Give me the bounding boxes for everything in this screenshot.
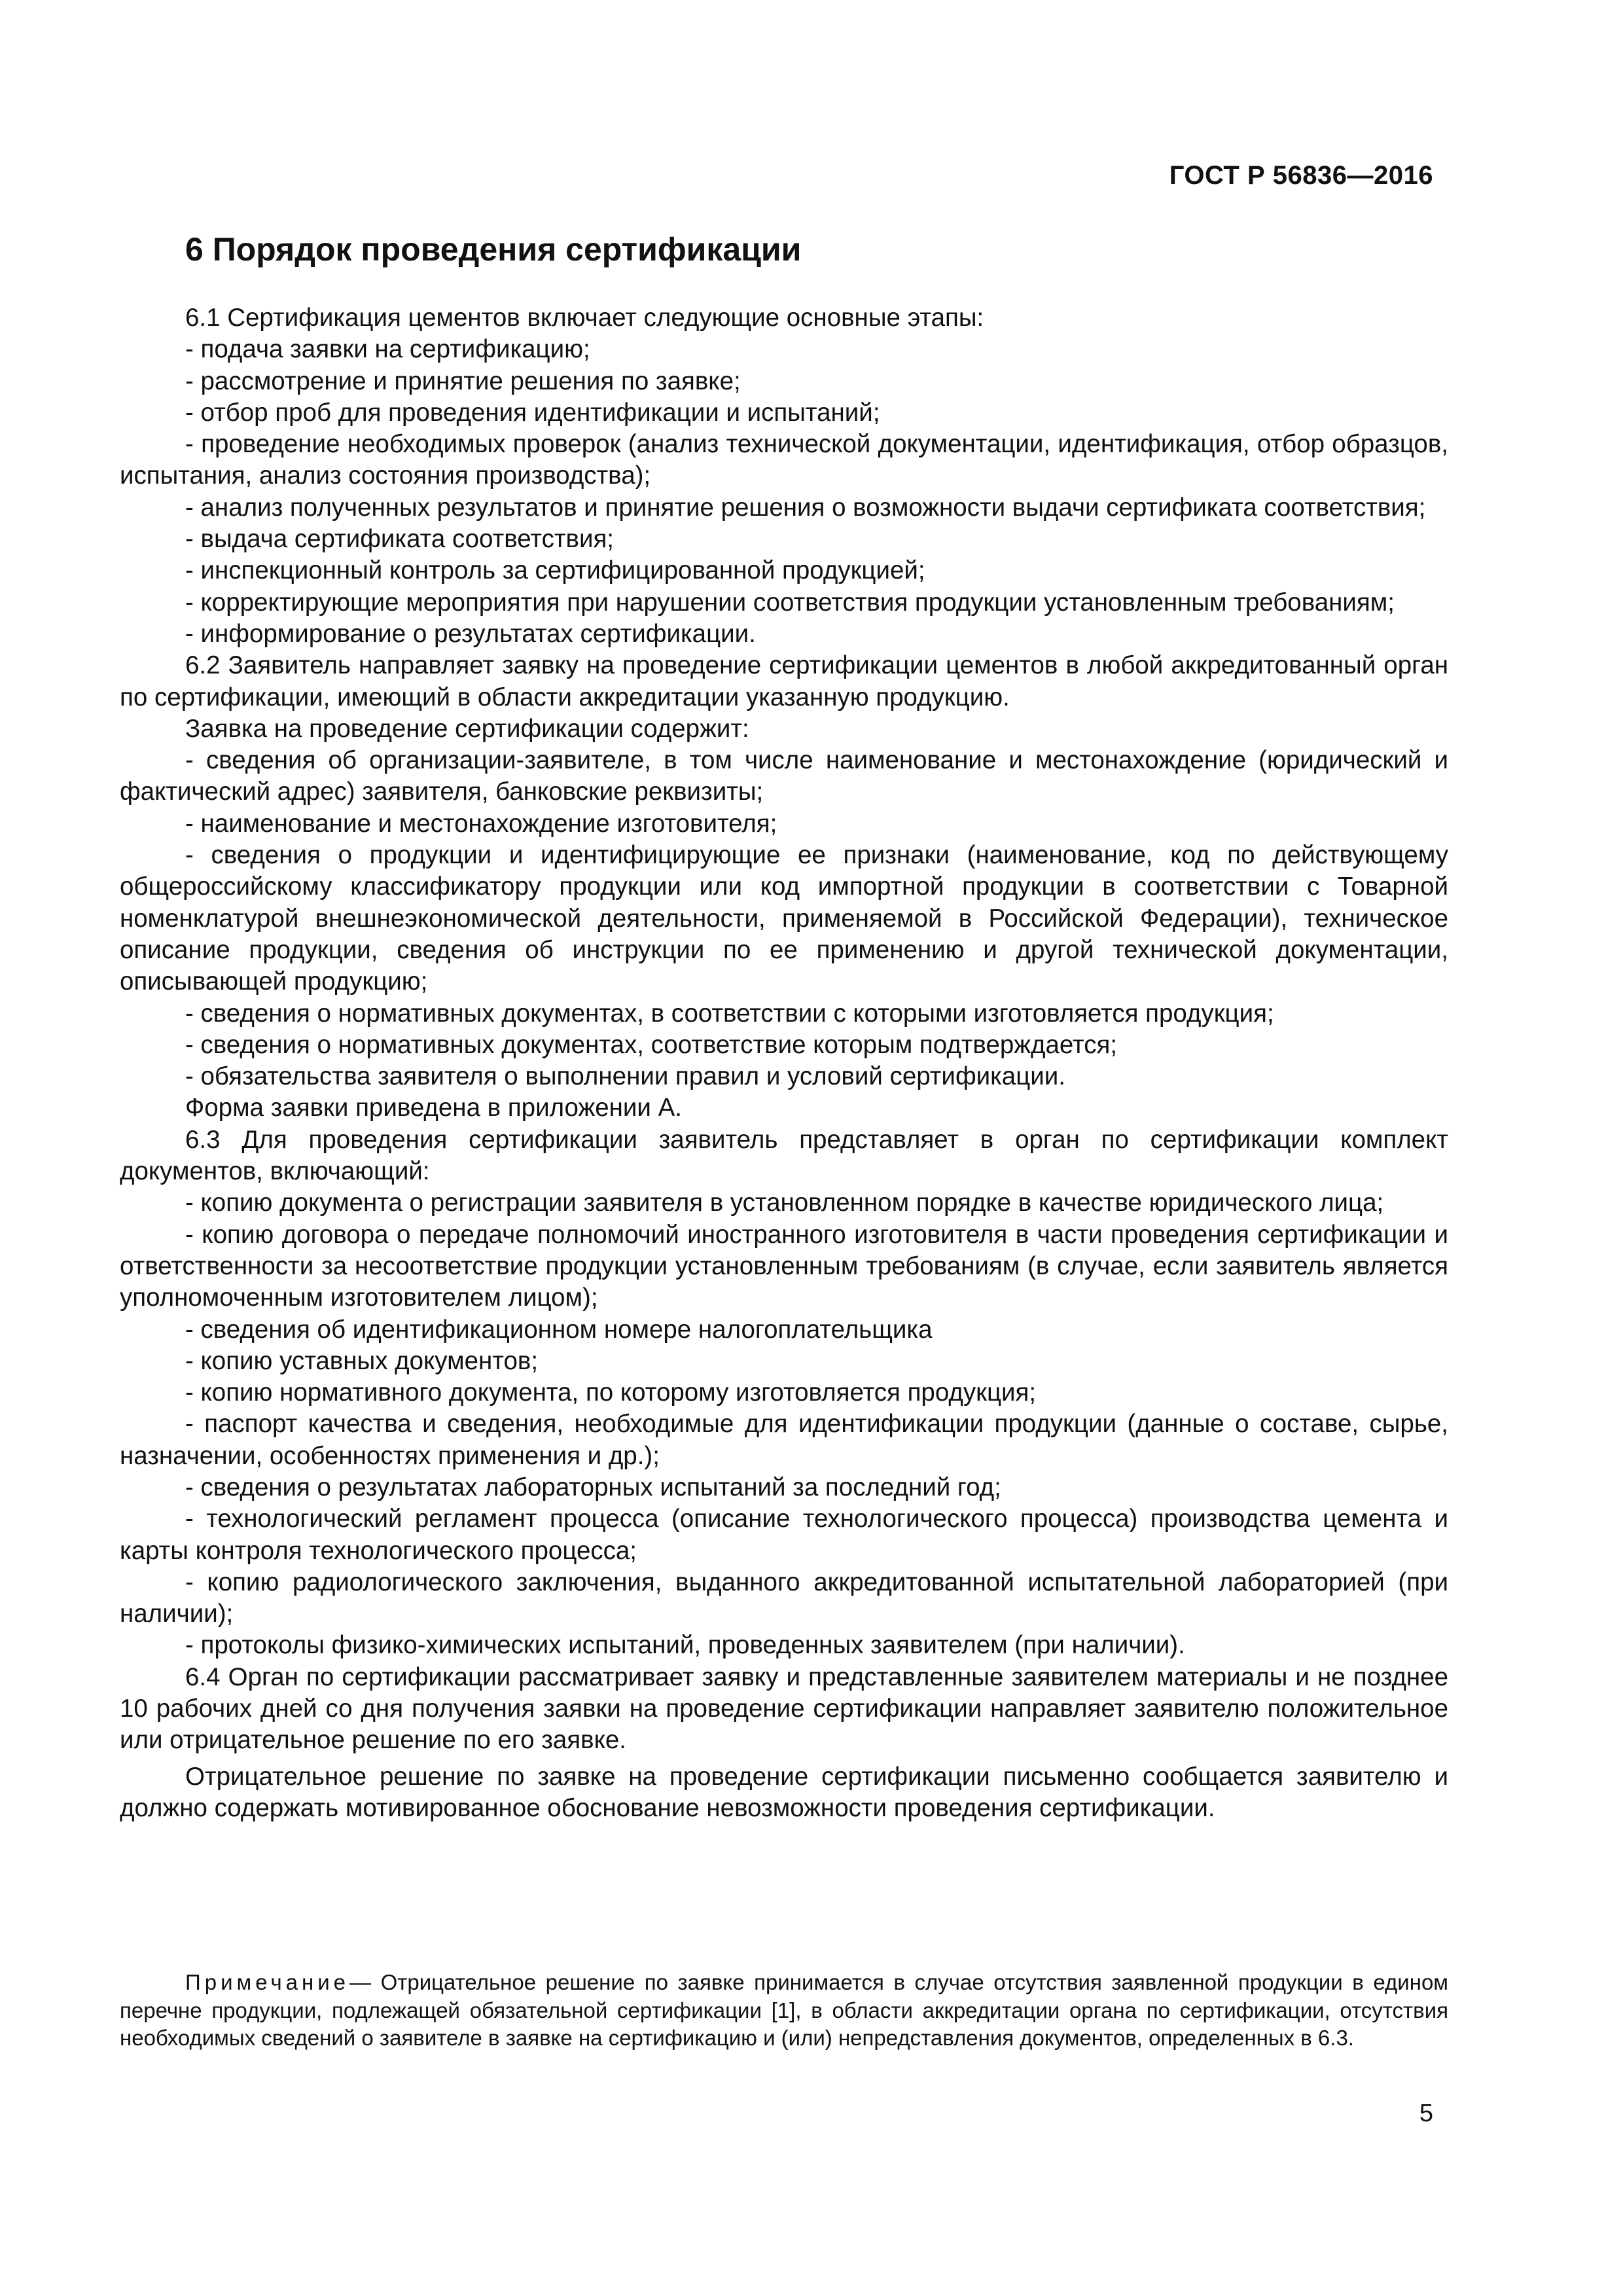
paragraph: Форма заявки приведена в приложении А. (185, 1094, 682, 1122)
paragraph: 6.1 Сертификация цементов включает следующие основные этапы: (185, 304, 984, 332)
list-item: - копию радиологического заключения, выданного аккредитованной испытательной лабораторией (при наличии); (120, 1568, 1448, 1628)
list-item: - выдача сертификата соответствия; (185, 525, 614, 554)
list-item: - сведения об идентификационном номере налогоплательщика (185, 1315, 933, 1344)
list-item: - отбор проб для проведения идентификации и испытаний; (185, 398, 880, 427)
list-item: - копию договора о передаче полномочий иностранного изготовителя в части проведения сертификации и ответственности за несоответствие продукции установленным требованиям (в случае, если заявитель является уполномоченным изготовителем лицом); (120, 1220, 1448, 1312)
list-item: - анализ полученных результатов и принятие решения о возможности выдачи сертификата соответствия; (185, 493, 1426, 522)
list-item: - информирование о результатах сертификации. (185, 619, 756, 648)
list-item: - копию уставных документов; (185, 1346, 539, 1375)
list-item: - паспорт качества и сведения, необходимые для идентификации продукции (данные о составе, сырье, назначении, особенностях применения и др.); (120, 1410, 1448, 1470)
paragraph: 6.4 Орган по сертификации рассматривает заявку и представленные заявителем материалы и не позднее 10 рабочих дней со дня получения заявки на проведение сертификации направляет заявителю положительное или отрицательное решение по его заявке. (120, 1662, 1448, 1755)
paragraph: 6.3 Для проведения сертификации заявитель представляет в орган по сертификации комплект документов, включающий: (120, 1125, 1448, 1186)
list-item: - копию документа о регистрации заявителя в установленном порядке в качестве юридического лица; (185, 1189, 1384, 1217)
paragraph: Заявка на проведение сертификации содержит: (185, 714, 749, 743)
section-body (120, 302, 1448, 1824)
list-item: - наименование и местонахождение изготовителя; (185, 809, 777, 838)
list-item: - сведения о результатах лабораторных испытаний за последний год; (185, 1473, 1001, 1501)
list-item: - корректирующие мероприятия при нарушении соответствия продукции установленным требованиям; (185, 588, 1395, 617)
list-item: - проведение необходимых проверок (анализ технической документации, идентификация, отбор образцов, испытания, анализ состояния производства); (120, 430, 1448, 490)
note-paragraph (120, 1969, 1448, 2053)
list-item: - инспекционный контроль за сертифицированной продукцией; (185, 556, 925, 585)
list-item: - копию нормативного документа, по которому изготовляется продукция; (185, 1378, 1037, 1407)
list-item: - рассмотрение и принятие решения по заявке; (185, 367, 741, 395)
list-item: - подача заявки на сертификацию; (185, 335, 590, 364)
list-item: - сведения о нормативных документах, в соответствии с которыми изготовляется продукция; (185, 999, 1274, 1028)
list-item: - сведения о нормативных документах, соответствие которым подтверждается; (185, 1030, 1118, 1059)
page-number: 5 (1419, 2100, 1433, 2127)
paragraph: 6.2 Заявитель направляет заявку на проведение сертификации цементов в любой аккредитованный орган по сертификации, имеющий в области аккредитации указанную продукцию. (120, 651, 1448, 711)
document-code: ГОСТ Р 56836—2016 (1169, 161, 1433, 190)
note-label: Примечание (185, 1970, 350, 1994)
paragraph: Отрицательное решение по заявке на проведение сертификации письменно сообщается заявителю и должно содержать мотивированное обоснование невозможности проведения сертификации. (120, 1762, 1448, 1822)
list-item: - протоколы физико-химических испытаний, проведенных заявителем (при наличии). (185, 1631, 1185, 1660)
list-item: - сведения о продукции и идентифицирующие ее признаки (наименование, код по действующему общероссийскому классификатору продукции или код импортной продукции в соответствии с Товарной номенклатурой внешнеэкономической деятельности, применяемой в Российской Федерации), техническое описание продукции, сведения об инструкции по ее применению и другой технической документации, описывающей продукцию; (120, 841, 1448, 996)
list-item: - технологический регламент процесса (описание технологического процесса) производства цемента и карты контроля технологического процесса; (120, 1505, 1448, 1565)
list-item: - обязательства заявителя о выполнении правил и условий сертификации. (185, 1062, 1065, 1091)
section-title: 6 Порядок проведения сертификации (185, 231, 802, 268)
note (120, 1969, 1448, 2053)
note-text: — Отрицательное решение по заявке принимается в случае отсутствия заявленной продукции в едином перечне продукции, подлежащей обязательной сертификации [1], в области аккредитации органа по сертификации, отсутствия необходимых сведений о заявителе в заявке на сертификацию и (или) непредставления документов, определенных в 6.3. (120, 1970, 1448, 2050)
list-item: - сведения об организации-заявителе, в том числе наименование и местонахождение (юридический и фактический адрес) заявителя, банковские реквизиты; (120, 746, 1448, 806)
